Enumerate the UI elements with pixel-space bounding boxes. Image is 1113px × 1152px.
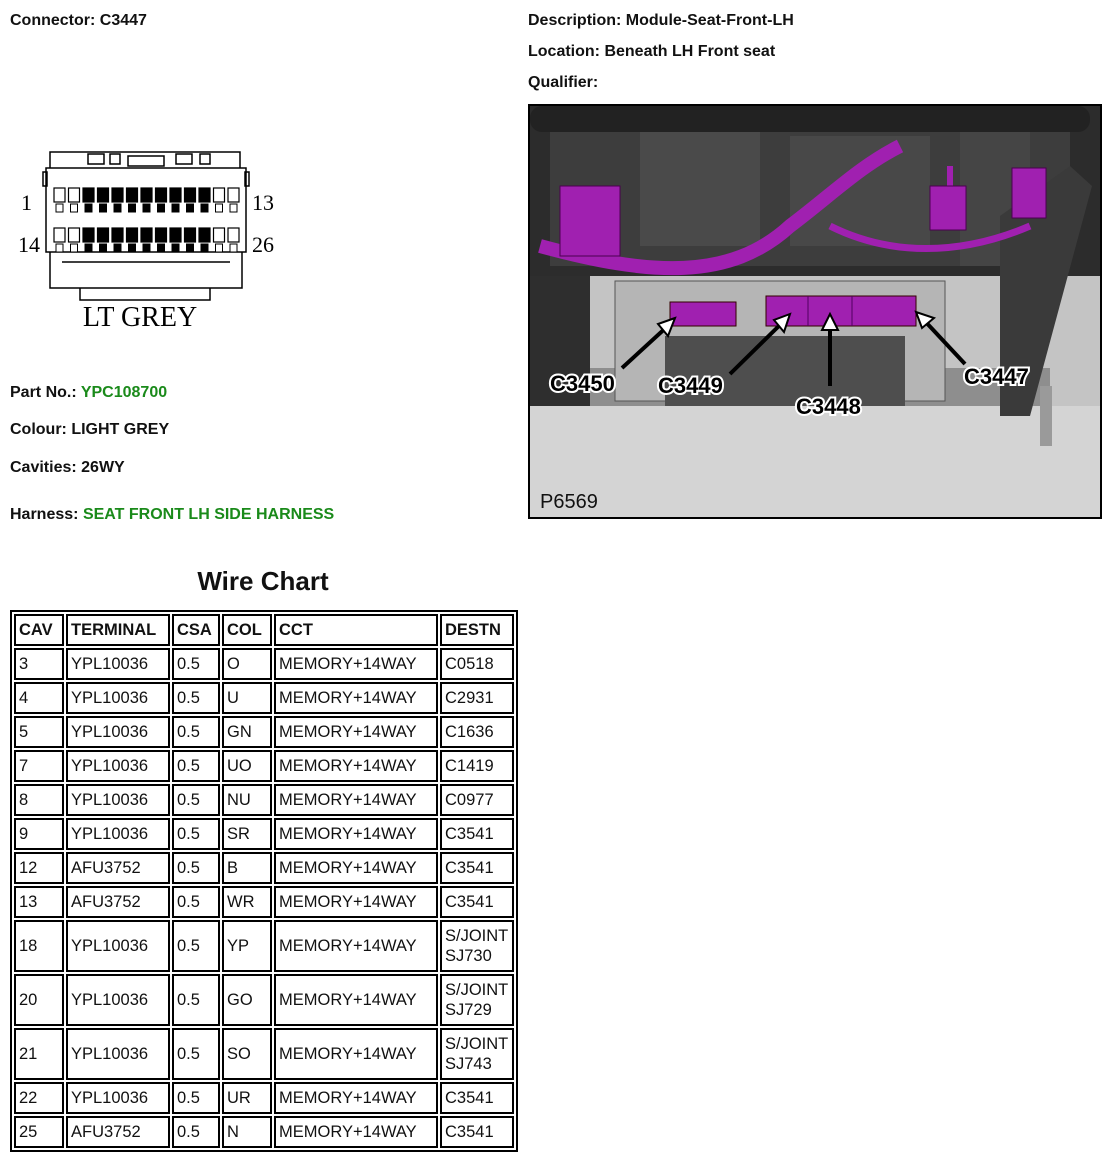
location-photo-illustration (530, 106, 1100, 517)
cell-csa: 0.5 (172, 818, 220, 850)
cell-csa: 0.5 (172, 1028, 220, 1080)
cavity (54, 188, 65, 202)
cell-cct: MEMORY+14WAY (274, 818, 438, 850)
header-destn: DESTN (440, 614, 514, 646)
cell-destn: C3541 (440, 1082, 514, 1114)
header-cav: CAV (14, 614, 64, 646)
header-col: COL (222, 614, 272, 646)
cavities-label: Cavities: (10, 459, 77, 476)
cavity (214, 228, 225, 242)
cavity-latch (143, 204, 150, 212)
cavity (170, 228, 181, 242)
cavity-latch (187, 204, 194, 212)
cavity (127, 228, 138, 242)
pin-label-13: 13 (252, 190, 274, 215)
table-row (14, 886, 514, 918)
cell-destn: C3541 (440, 1116, 514, 1148)
cell-cct: MEMORY+14WAY (274, 750, 438, 782)
cell-terminal: YPL10036 (66, 818, 170, 850)
cell-cav: 22 (14, 1082, 64, 1114)
cell-terminal: YPL10036 (66, 716, 170, 748)
cavity (54, 228, 65, 242)
cell-cav: 7 (14, 750, 64, 782)
callout-c3447: C3447 (964, 364, 1029, 389)
header-terminal: TERMINAL (66, 614, 170, 646)
table-row (14, 974, 514, 1026)
harness-link[interactable]: SEAT FRONT LH SIDE HARNESS (82, 506, 335, 523)
photo-reference: P6569 (540, 491, 598, 513)
cell-col: NU (222, 784, 272, 816)
cell-csa: 0.5 (172, 784, 220, 816)
cell-terminal: AFU3752 (66, 1116, 170, 1148)
cell-cct: MEMORY+14WAY (274, 682, 438, 714)
header-csa: CSA (172, 614, 220, 646)
cell-csa: 0.5 (172, 750, 220, 782)
cavity-latch (230, 204, 237, 212)
cell-destn: C1636 (440, 716, 514, 748)
cavity (98, 228, 109, 242)
cell-cav: 12 (14, 852, 64, 884)
cell-cav: 4 (14, 682, 64, 714)
table-row (14, 784, 514, 816)
cell-cct: MEMORY+14WAY (274, 974, 438, 1026)
cavity-latch (216, 244, 223, 252)
cell-destn: C0518 (440, 648, 514, 680)
connector-label: Connector: (10, 12, 96, 29)
cell-csa: 0.5 (172, 886, 220, 918)
description-field (528, 12, 794, 30)
cell-col: N (222, 1116, 272, 1148)
cell-terminal: AFU3752 (66, 852, 170, 884)
cavity-latch (85, 204, 92, 212)
cavity-latch (216, 204, 223, 212)
cavity (170, 188, 181, 202)
cavity-latch (100, 244, 107, 252)
harness-label: Harness: (10, 506, 79, 523)
cell-csa: 0.5 (172, 716, 220, 748)
cavity-latch (143, 244, 150, 252)
cavity-latch (187, 244, 194, 252)
pin-label-1: 1 (21, 190, 32, 215)
cell-destn: S/JOINT SJ743 (440, 1028, 514, 1080)
cell-cct: MEMORY+14WAY (274, 716, 438, 748)
cavity-latch (100, 204, 107, 212)
table-row (14, 852, 514, 884)
cavity (127, 188, 138, 202)
cavity-latch (172, 204, 179, 212)
cell-col: GO (222, 974, 272, 1026)
cell-cav: 18 (14, 920, 64, 972)
cavity-latch (201, 204, 208, 212)
cavity (83, 228, 94, 242)
cell-terminal: YPL10036 (66, 920, 170, 972)
cavity (156, 228, 167, 242)
cavities-value: 26WY (81, 459, 125, 476)
cell-cct: MEMORY+14WAY (274, 784, 438, 816)
location-field (528, 43, 775, 61)
cell-csa: 0.5 (172, 682, 220, 714)
cavity (214, 188, 225, 202)
cell-cct: MEMORY+14WAY (274, 1116, 438, 1148)
wire-chart-body (14, 648, 514, 1148)
cell-destn: C1419 (440, 750, 514, 782)
cell-terminal: YPL10036 (66, 784, 170, 816)
cell-cct: MEMORY+14WAY (274, 1082, 438, 1114)
table-row (14, 1082, 514, 1114)
cavity (199, 228, 210, 242)
cavity (185, 228, 196, 242)
colour-field (10, 421, 169, 439)
cell-destn: C0977 (440, 784, 514, 816)
connector-face-diagram (10, 140, 290, 335)
connector-field (10, 12, 147, 30)
cell-terminal: YPL10036 (66, 1082, 170, 1114)
description-label: Description: (528, 12, 622, 29)
location-value: Beneath LH Front seat (604, 43, 776, 60)
part-no-label: Part No.: (10, 384, 77, 401)
wire-chart-header-row (14, 614, 514, 646)
cell-col: O (222, 648, 272, 680)
callout-c3450: C3450 (550, 371, 615, 396)
header-cct: CCT (274, 614, 438, 646)
cavity (156, 188, 167, 202)
cavity-latch (114, 244, 121, 252)
cavity (141, 188, 152, 202)
cavity (141, 228, 152, 242)
table-row (14, 682, 514, 714)
table-row (14, 818, 514, 850)
cell-csa: 0.5 (172, 648, 220, 680)
cell-cav: 21 (14, 1028, 64, 1080)
cell-col: SR (222, 818, 272, 850)
cavity-latch (230, 244, 237, 252)
table-row (14, 1116, 514, 1148)
cell-cct: MEMORY+14WAY (274, 920, 438, 972)
cavity (112, 188, 123, 202)
cell-terminal: AFU3752 (66, 886, 170, 918)
cell-col: UR (222, 1082, 272, 1114)
cavity (228, 188, 239, 202)
table-row (14, 1028, 514, 1080)
cavity-latch (56, 244, 63, 252)
cell-col: UO (222, 750, 272, 782)
cavity-latch (129, 244, 136, 252)
cavity-latch (158, 204, 165, 212)
cavity-latch (71, 204, 78, 212)
cavity-latch (71, 244, 78, 252)
callout-c3448: C3448 (796, 394, 861, 419)
pin-label-26: 26 (252, 232, 274, 257)
pin-label-14: 14 (18, 232, 40, 257)
cavity-latch (85, 244, 92, 252)
cavity (69, 228, 80, 242)
cavities-field (10, 459, 125, 477)
cell-col: GN (222, 716, 272, 748)
cell-cct: MEMORY+14WAY (274, 886, 438, 918)
connector-location-photo (528, 104, 1102, 519)
cell-destn: C3541 (440, 886, 514, 918)
cavity-latch (201, 244, 208, 252)
qualifier-label: Qualifier: (528, 74, 599, 91)
cell-destn: S/JOINT SJ729 (440, 974, 514, 1026)
table-row (14, 750, 514, 782)
description-value: Module-Seat-Front-LH (625, 12, 794, 29)
qualifier-field (528, 74, 598, 92)
cell-cav: 5 (14, 716, 64, 748)
cell-cct: MEMORY+14WAY (274, 852, 438, 884)
cell-destn: C2931 (440, 682, 514, 714)
cavity (228, 228, 239, 242)
table-row (14, 920, 514, 972)
part-no-field (10, 384, 167, 402)
cell-cav: 25 (14, 1116, 64, 1148)
cell-cav: 8 (14, 784, 64, 816)
cell-cav: 20 (14, 974, 64, 1026)
cavity (69, 188, 80, 202)
cell-destn: C3541 (440, 852, 514, 884)
location-label: Location: (528, 43, 600, 60)
connector-colour-caption: LT GREY (82, 302, 198, 333)
colour-value: LIGHT GREY (71, 421, 170, 438)
cavity (98, 188, 109, 202)
cell-col: WR (222, 886, 272, 918)
cavity (112, 228, 123, 242)
cavity-latch (56, 204, 63, 212)
cavity (199, 188, 210, 202)
cavity (83, 188, 94, 202)
table-row (14, 716, 514, 748)
cavity-latch (172, 244, 179, 252)
part-no-link[interactable]: YPC108700 (80, 384, 168, 401)
cell-cav: 3 (14, 648, 64, 680)
harness-field (10, 506, 334, 524)
colour-label: Colour: (10, 421, 67, 438)
cell-terminal: YPL10036 (66, 974, 170, 1026)
cell-destn: C3541 (440, 818, 514, 850)
cell-csa: 0.5 (172, 1082, 220, 1114)
cavity-latch (114, 204, 121, 212)
cell-cav: 9 (14, 818, 64, 850)
table-row (14, 648, 514, 680)
cell-terminal: YPL10036 (66, 750, 170, 782)
cell-col: SO (222, 1028, 272, 1080)
cavity-latch (129, 204, 136, 212)
cell-destn: S/JOINT SJ730 (440, 920, 514, 972)
wire-chart-table (10, 610, 518, 1152)
cavity-grid (54, 188, 239, 252)
wire-chart-title: Wire Chart (197, 566, 329, 596)
cell-col: U (222, 682, 272, 714)
connector-value: C3447 (99, 12, 147, 29)
cell-cav: 13 (14, 886, 64, 918)
callout-c3449: C3449 (658, 373, 723, 398)
cavity (185, 188, 196, 202)
cell-cct: MEMORY+14WAY (274, 1028, 438, 1080)
cell-csa: 0.5 (172, 974, 220, 1026)
cell-col: B (222, 852, 272, 884)
cell-csa: 0.5 (172, 852, 220, 884)
cell-terminal: YPL10036 (66, 1028, 170, 1080)
cell-terminal: YPL10036 (66, 648, 170, 680)
cell-cct: MEMORY+14WAY (274, 648, 438, 680)
cell-col: YP (222, 920, 272, 972)
cell-csa: 0.5 (172, 1116, 220, 1148)
cavity-latch (158, 244, 165, 252)
cell-terminal: YPL10036 (66, 682, 170, 714)
cell-csa: 0.5 (172, 920, 220, 972)
